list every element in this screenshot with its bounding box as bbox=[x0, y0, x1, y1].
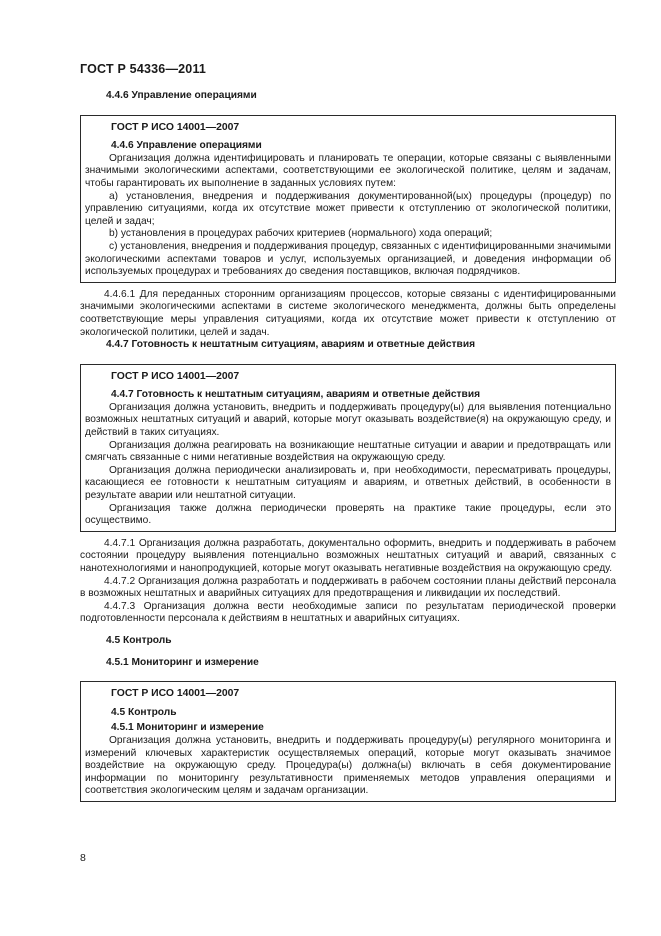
quote-paragraph: Организация также должна периодически проверять на практике такие процедуры, если это осуществимо. bbox=[85, 502, 611, 527]
quote-paragraph: Организация должна установить, внедрить и поддерживать процедуру(ы) для выявления потенциально возможных нештатных ситуаций и аварий, которые могут оказывать воздействие(я) на окружающую среду, и действий в таких ситуациях. bbox=[85, 401, 611, 439]
section-451-heading: 4.5.1 Мониторинг и измерение bbox=[106, 656, 259, 668]
paragraph-4461: 4.4.6.1 Для переданных сторонним организациям процессов, которые связаны с идентифицированными значимыми экологическими аспектами в системе экологического менеджмента, должны быть определены соответствующие меры управления ситуациями, когда их отсутствие может привести к отступлению от экологической политики, целей и задач. bbox=[80, 288, 616, 338]
quote-heading: 4.5 Контроль bbox=[111, 706, 177, 718]
quote-standard: ГОСТ Р ИСО 14001—2007 bbox=[111, 688, 240, 700]
page-header: ГОСТ Р 54336—2011 bbox=[80, 62, 207, 76]
quote-item-b: b) установления в процедурах рабочих критериев (нормального) хода операций; bbox=[109, 228, 493, 240]
section-45-heading: 4.5 Контроль bbox=[106, 634, 172, 646]
paragraph-4473: 4.4.7.3 Организация должна вести необходимые записи по результатам периодической проверки подготовленности персонала к действиям в нештатных и аварийных ситуациях. bbox=[80, 600, 616, 625]
quote-heading: 4.4.7 Готовность к нештатным ситуациям, авариям и ответные действия bbox=[111, 389, 481, 401]
quote-heading: 4.4.6 Управление операциями bbox=[111, 140, 262, 152]
quote-paragraph: Организация должна установить, внедрить и поддерживать процедуру(ы) регулярного мониторинга и измерений ключевых характеристик осуществляемых операций, которые могут оказывать значимое воздействие на окружающую среду. Процедура(ы) должна(ы) включать в себя документирование информации по мониторингу результативности применяемых методов управления операциями и соответствия экологическим целям и задачам организации. bbox=[85, 734, 611, 797]
quote-standard: ГОСТ Р ИСО 14001—2007 bbox=[111, 370, 240, 382]
paragraph-4471: 4.4.7.1 Организация должна разработать, документально оформить, внедрить и поддерживать в рабочем состоянии процедуру выявления потенциально возможных нештатных ситуаций и аварий, связанных с нанотехнологиями и нанопродукцией, которые могут оказывать негативные воздействия на окружающую среду. bbox=[80, 537, 616, 574]
quote-paragraph: Организация должна периодически анализировать и, при необходимости, пересматривать процедуры, касающиеся ее готовности к нештатным ситуациям и авариям, и ответных действий, в особенности в результате аварии или нештатной ситуации. bbox=[85, 464, 611, 502]
quote-subheading: 4.5.1 Мониторинг и измерение bbox=[111, 722, 264, 734]
quote-box-45 bbox=[80, 681, 616, 802]
quote-box-446 bbox=[80, 115, 616, 283]
quote-item-a: а) установления, внедрения и поддерживания документированной(ых) процедуры (процедур) по управлению ситуациями, когда их отсутствие может привести к отступлению от экологической политики, целей и задач; bbox=[85, 190, 611, 227]
section-447-heading: 4.4.7 Готовность к нештатным ситуациям, авариям и ответные действия bbox=[106, 339, 476, 351]
document-body bbox=[80, 90, 616, 808]
section-446-heading: 4.4.6 Управление операциями bbox=[106, 90, 257, 101]
quote-standard: ГОСТ Р ИСО 14001—2007 bbox=[111, 121, 240, 133]
quote-item-c: с) установления, внедрения и поддерживания процедур, связанных с идентифицированными значимыми экологическими аспектами товаров и услуг, используемых организацией, и доведения информации об используемых процедурах и требованиях до сведения поставщиков, включая подрядчиков. bbox=[85, 240, 611, 278]
quote-paragraph: Организация должна идентифицировать и планировать те операции, которые связаны с выявленными значимыми экологическими аспектами, соответствующими ее экологической политике, целям и задачам, чтобы гарантировать их выполнение в заданных условиях путем: bbox=[85, 152, 611, 189]
quote-paragraph: Организация должна реагировать на возникающие нештатные ситуации и аварии и предотвращать или смягчать связанные с ними негативные воздействия на окружающую среду. bbox=[85, 439, 611, 464]
paragraph-4472: 4.4.7.2 Организация должна разработать и поддерживать в рабочем состоянии планы действий персонала в возможных нештатных и аварийных ситуациях для предотвращения и ликвидации их последствий. bbox=[80, 575, 616, 600]
quote-box-447 bbox=[80, 364, 616, 532]
page-number: 8 bbox=[80, 852, 86, 864]
